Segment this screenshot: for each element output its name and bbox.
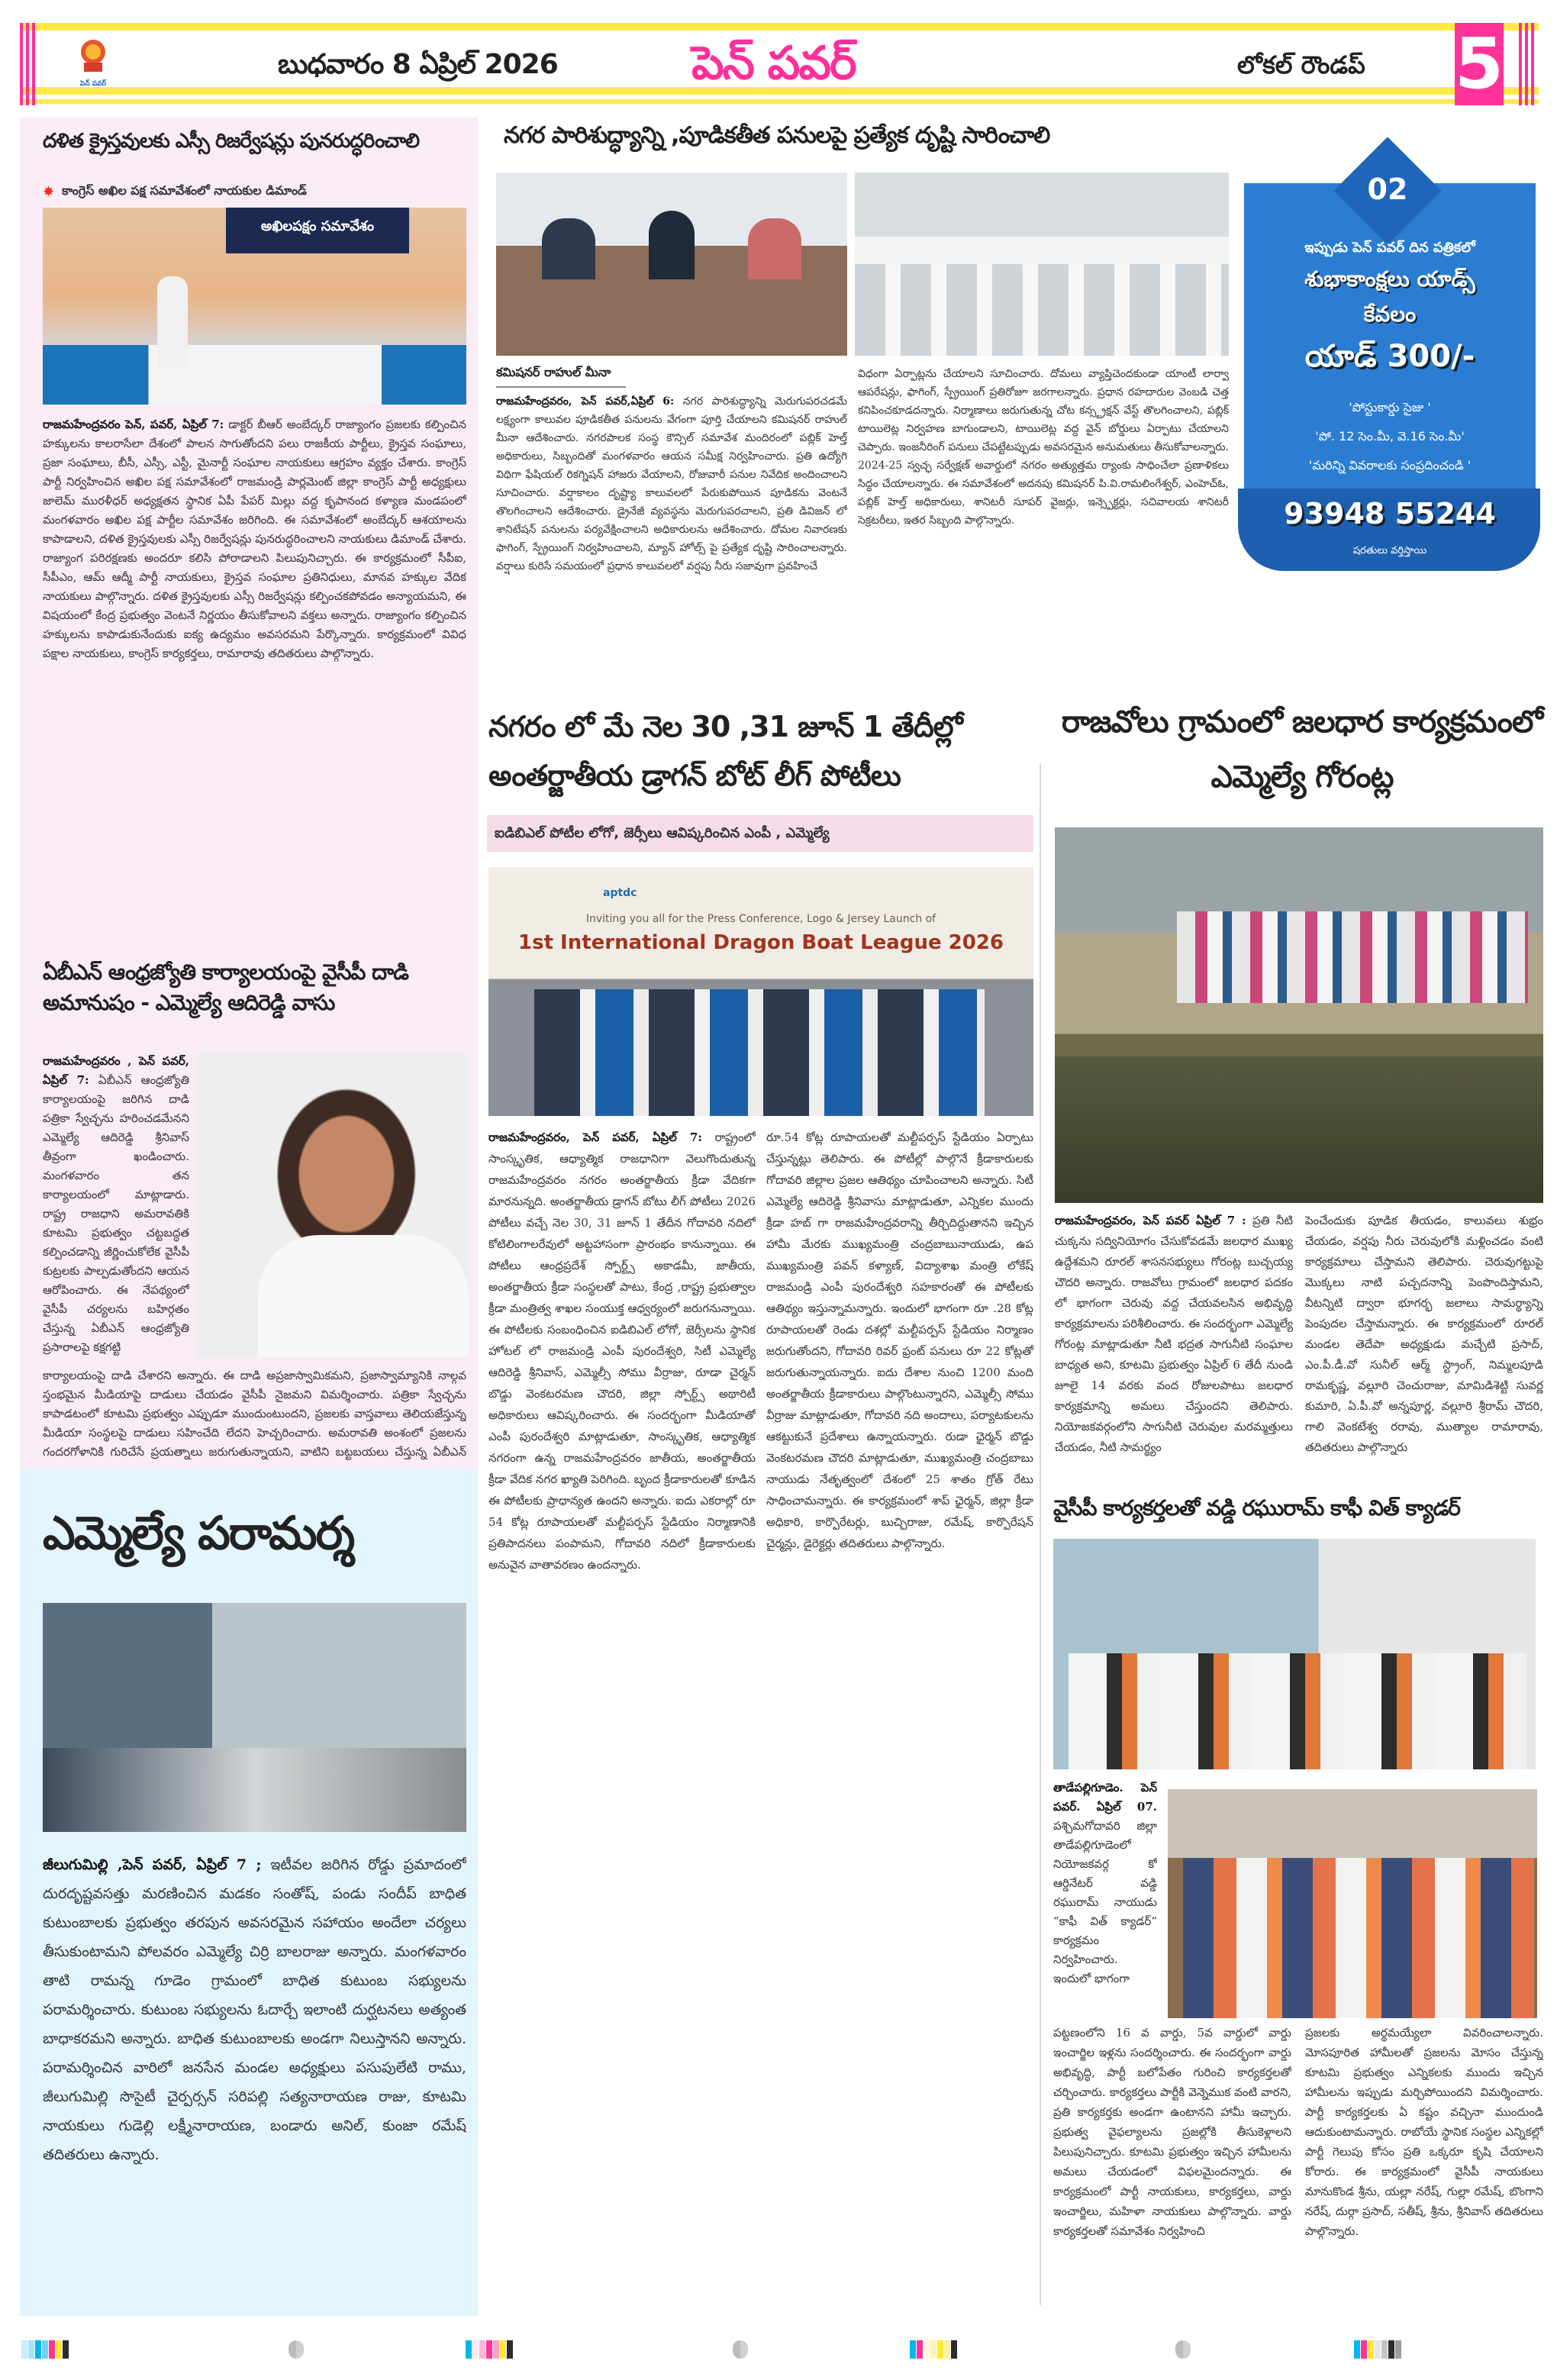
print-color-bar-1 [21, 2340, 69, 2359]
photo-banner: అఖిలపక్షం సమావేశం [226, 208, 409, 253]
story-5-photo[interactable] [488, 867, 1033, 1116]
story-6-dateline: రాజమహేంద్రవరం, పెన్ పవర్ ఏప్రిల్ 7 : [1055, 1214, 1246, 1227]
color-swatch [500, 2340, 506, 2359]
ad-line-1: ఇప్పుడు పెన్ పవర్ దిన పత్రికలో [1304, 240, 1475, 256]
ad-price: యాడ్ 300/- [1304, 339, 1475, 374]
story-3-text: ఇటీవల జరిగిన రోడ్డు ప్రమాదంలో దురదృష్టవసత్తు మరణించిన మడకం సంతోష్, పండు సందీప్ బాధిత కుటుంబాలకు ప్రభుత్వం తరపున అవసరమైన సహాయం అందేలా చర్యలు తీసుకుంటామని పోలవరం ఎమ్మెల్యే చిర్రి బాలరాజు అన్నారు. మంగళవారం తాటి రామన్న గూడెం గ్రామంలో బాధిత కుటుంబ సభ్యులను పరామర్శించారు. కుటుంబ సభ్యులను ఓదార్చే ఇలాంటి దుర్ఘటనలు అత్యంత బాధాకరమని అన్నారు. బాధిత కుటుంబాలకు అండగా నిలుస్తానని అన్నారు. పరామర్శించిన వారిలో జనసేన మండల అధ్యక్షులు పసుపులేటి రాము, జీలుగుమిల్లి సొసైటీ చైర్పర్సన్ సరిపల్లి సత్యనారాయణ రాజు, కూటమి నాయకులు గుడెల్లి లక్ష్మీనారాయణ, బండారు అనిల్, కుంజా రమేష్ తదితరులు ఉన్నారు. [43, 1856, 466, 2163]
story-4-text-1: నగర పారిశుద్ధ్యాన్ని మెరుగుపరచడమే లక్ష్యంగా కాలువల పూడికతీత పనులను వేగంగా పూర్తి చేయాలని కమిషనర్ రాహుల్ మీనా ఆదేశించారు. నగరపాలక సంస్థ కౌన్సిల్ సమావేశ మందిరంలో పబ్లిక్ హెల్త్ అధికారులు, సిబ్బందితో మంగళవారం ఆయన సమీక్ష నిర్వహించారు. ప్రతి ఉద్యోగి విధిగా ఫేషియల్ రికగ్నిషన్ హాజరు వేయాలని, రోజువారీ పనుల నివేదిక అందించాలని సూచించారు. వర్షాకాలం దృష్ట్యా కాలువలలో పేరుకుపోయిన పూడికను వెంటనే తొలగించాలని ఆదేశించారు. డ్రైనేజీ వ్యవస్థను మెరుగుపరచాలని, ప్రతి డివిజన్ లో శానిటేషన్ పనులను పర్యవేక్షించాలని అధికారులను ఆదేశించారు. దోమల నివారణకు ఫాగింగ్, స్ప్రేయింగ్ నిర్వహించాలని, మ్యాన్ హోల్స్ పై ప్రత్యేక దృష్టి సారించాలన్నారు. వర్షాలు కురిసే సమయంలో ప్రధాన కాలువలలో వర్షపు నీరు సజావుగా ప్రవహించే [496, 395, 847, 572]
masthead-edge-left-2 [26, 23, 29, 105]
photo-person-2 [649, 211, 695, 279]
story-6-photo[interactable] [1055, 827, 1543, 1203]
story-1-body [43, 415, 466, 934]
masthead-edge-right-3 [1531, 23, 1534, 105]
story-5-headline[interactable]: నగరం లో మే నెల 30 ,31 జూన్ 1 తేదీల్లో అంతర్జాతీయ డ్రాగన్ బోట్ లీగ్ పోటీలు [488, 710, 962, 792]
color-swatch [937, 2340, 943, 2359]
color-swatch [479, 2340, 485, 2359]
story-6-headline[interactable]: రాజవోలు గ్రామంలో జలధార కార్యక్రమంలో ఎమ్మెల్యే గోరంట్ల [1061, 705, 1543, 795]
color-swatch [42, 2340, 48, 2359]
story-5-col-2: రూ.54 కోట్ల రూపాయలతో మల్టీపర్పస్ స్టేడియం ఏర్పాటు చేస్తున్నట్లు తెలిపారు. ఈ పోటీల్లో పాల్గొనే క్రీడాకారులకు గోదావరి జిల్లాల ప్రజల ఆతిథ్యం చూపించాలని అన్నారు. సిటీ ఎమ్మెల్యే ఆదిరెడ్డి శ్రీనివాసు మాట్లాడుతూ, ఎన్నికల ముందు క్రీడా హబ్ గా రాజమహేంద్రవరాన్ని తీర్చిదిద్దుతానని ఇచ్చిన హామీ మేరకు ముఖ్యమంత్రి చంద్రబాబునాయుడు, ఉప ముఖ్యమంత్రి పవన్ కళ్యాణ్, విద్యాశాఖ మంత్రి లోకేష్ రాజమండ్రి ఎంపీ పురందేశ్వరి సహకారంతో ఈ పోటీలకు ఆతిథ్యం ఇస్తున్నామన్నారు. ఇందులో భాగంగా రూ .28 కోట్ల రూపాయలతో రెండు దశల్లో మల్టీపర్పస్ స్టేడియం నిర్మాణం జరుగుతోందని, గోదావరి రివర్ ఫ్రంట్ పనులు రూ 22 కోట్లతో జరుగుతున్నాయన్నారు. ఐదు దేశాల నుంచి 1200 మంది అంతర్జాతీయ క్రీడాకారులు పాల్గొంటున్నారని, ఎమ్మెల్సీ సోము వీర్రాజు మాట్లాడుతూ, గోదావరి నది అందాలు, పర్యాటకులను ఆకట్టుకునే ప్రదేశాలు ఉన్నాయన్నారు. రుడా ఛైర్మన్ బొడ్డు వెంకటరమణ చౌదరి మాట్లాడుతూ, ముఖ్యమంత్రి చంద్రబాబు నాయుడు నేతృత్వంలో దేశంలో 25 శాతం గ్రోత్ రేటు సాధించామన్నారు. ఈ కార్యక్రమంలో శాప్ ఛైర్మన్, జిల్లా క్రీడా అధికారి, కార్పొరేటర్లు, బుచ్చిరాజు, రమేష్, కార్పొరేషన్ చైర్మన్లు, డైరెక్టర్లు తదితరులు పాల్గొన్నారు. [766, 1130, 1033, 1550]
story-5-subhead-band [487, 815, 1033, 852]
photo-speaker-figure [157, 276, 188, 368]
newspaper-logo[interactable] [76, 32, 110, 96]
story-7-text-narrow: పశ్చిమగోదావరి జిల్లా తాడేపల్లిగూడెంలో నియోజకవర్గ కో ఆర్డినేటర్ వడ్డి రఘురామ్ నాయుడు “కాఫీ విత్ క్యాడర్” కార్యక్రమం నిర్వహించారు. ఇందులో భాగంగా [1053, 1819, 1157, 1985]
story-1-subhead-text: కాంగ్రెస్ అఖిల పక్ష సమావేశంలో నాయకుల డిమాండ్ [62, 183, 307, 198]
newspaper-title: పెన్ పవర్ [691, 37, 856, 90]
story-4-dateline: రాజమహేంద్రవరం, పెన్ పవర్,ఏప్రిల్ 6: [496, 395, 675, 408]
story-3-body [43, 1850, 466, 2301]
photo-seated-cadre [1069, 1653, 1526, 1769]
photo-banner-line-1: Inviting you all for the Press Conference, Logo & Jersey Launch of [585, 913, 936, 925]
story-7-headline[interactable]: వైసీపీ కార్యకర్తలతో వడ్డి రఘురామ్ కాఫీ విత్ క్యాడర్ [1053, 1495, 1460, 1521]
portrait-shirt [258, 1235, 469, 1357]
masthead [20, 23, 1539, 105]
starburst-bullet-icon: ✸ [43, 184, 55, 200]
color-swatch [28, 2340, 34, 2359]
story-1-subhead [43, 183, 470, 201]
print-color-bar-4 [1354, 2340, 1402, 2359]
story-4-col-1 [496, 392, 847, 690]
story-3-photo[interactable] [43, 1603, 466, 1832]
print-color-bar-2 [466, 2340, 514, 2359]
photo-caption: కమిషనర్ రాహుల్ మీనా [496, 365, 611, 379]
story-3-headline[interactable]: ఎమ్మెల్యే పరామర్శ [43, 1507, 354, 1560]
photo-meeting-hall [855, 264, 1229, 356]
caption-underline [496, 386, 626, 388]
photo-table [43, 345, 466, 405]
mla-portrait-photo[interactable] [197, 1052, 469, 1357]
photo-crowd [1177, 911, 1528, 1003]
story-7-col-2: ప్రజలకు అర్థమయ్యేలా వివరించాలన్నారు. మోసపూరిత హామీలతో ప్రజలను మోసం చేస్తున్న కూటమి ప్రభుత్వం ఎన్నికలకు ముందు ఇచ్చిన హామీలను ఇప్పుడు మర్చిపోయిందని విమర్శించారు. పార్టీ కార్యకర్తలకు ఏ కష్టం వచ్చినా ముందుండి ఆదుకుంటామన్నారు. రాబోయే స్థానిక సంస్థల ఎన్నికల్లో పార్టీ గెలుపు కోసం ప్రతి ఒక్కరూ కృషి చేయాలని కోరారు. ఈ కార్యక్రమంలో వైసీపీ నాయకులు మానుకొండ శ్రీను, యల్లా నరేష్, గుల్లా రమేష్, బొంగాని నరేష్, దుర్గా ప్రసాద్, సతీష్, శ్రీను, శ్రీనివాస్ తదితరులు పాల్గొన్నారు. [1305, 2026, 1543, 2238]
color-swatch [507, 2340, 513, 2359]
masthead-edge-left-3 [32, 23, 35, 105]
masthead-edge-left [20, 23, 23, 105]
print-color-bar-3 [910, 2340, 958, 2359]
masthead-edge-right-2 [1525, 23, 1528, 105]
photo-person-3 [748, 218, 801, 279]
story-7-photo-felicitation[interactable] [1168, 1789, 1537, 2018]
section-name: లోకల్ రౌండప్ [1237, 50, 1365, 79]
story-4-col-2: విధంగా ఏర్పాట్లను చేయాలని సూచించారు. దోమలు వ్యాప్తిచెందకుండా యాంటీ లార్వా ఆపరేషన్లు, ఫాగింగ్, స్ప్రేయింగ్ ప్రతిరోజూ జరగాలన్నారు. ప్రధాన రహదారుల వెంబడి చెత్త కనిపించకూడదన్నారు. నిర్మాణాలు జరుగుతున్న చోట కన్స్ట్రక్షన్ వేస్ట్ తొలగించాలని, పబ్లిక్ టాయిలెట్ల నిర్వహణ బాగుండాలని, టాయిలెట్ల వద్ద వైన్ బోర్డులు ఏర్పాటు చేయాలని చెప్పారు. ఇంజనీరింగ్ పనులు చేపట్టేటప్పుడు అవసరమైన అనుమతులు తీసుకోవాలన్నారు. 2024-25 స్వచ్ఛ సర్వేక్షణ్ అవార్డులో నగరం అత్యుత్తమ ర్యాంకు సాధించేలా ప్రణాళికలు సిద్ధం చేయాలన్నారు. ఈ సమావేశంలో అదనపు కమిషనర్ పి.వి.రామలింగేశ్వర్, ఎంహెచ్ఓ, పబ్లిక్ హెల్త్ అధికారులు, శానిటరీ సూపర్ వైజర్లు, ఇన్స్పెక్టర్లు, సచివాలయ శానిటరీ సెక్రటరీలు, ఇతర సిబ్బంది పాల్గొన్నారు. [858, 368, 1229, 527]
logo-text: పెన్ పవర్ [80, 80, 106, 88]
story-2-panel [20, 942, 478, 1469]
story-7-col-1: పట్టణంలోని 16 వ వార్డు, 5వ వార్డులో వార్డు ఇంచార్జిల ఇళ్లను సందర్శించారు. ఈ సందర్భంగా వార్డు అభివృద్ధి, పార్టీ బలోపేతం గురించి కార్యకర్తలతో చర్చించారు. కార్యకర్తలు పార్టీకి వెన్నెముక వంటి వారని, ప్రతి కార్యకర్తకు అండగా ఉంటానని హామీ ఇచ్చారు. ప్రభుత్వ వైఫల్యాలను ప్రజల్లోకి తీసుకెళ్లాలని పిలుపునిచ్చారు. కూటమి ప్రభుత్వం ఇచ్చిన హామీలను అమలు చేయడంలో విఫలమైందన్నారు. ఈ కార్యక్రమంలో పార్టీ నాయకులు, కార్యకర్తలు, వార్డు ఇంచార్జిలు, మహిళా నాయకులు పాల్గొన్నారు. వార్డు కార్యకర్తలతో సమావేశం నిర్వహించి [1053, 2026, 1291, 2238]
photo-dignitaries-holding-jerseys [534, 989, 985, 1116]
story-7-body-narrow [1053, 1779, 1157, 2008]
ad-terms: షరతులు వర్తిస్తాయి [1352, 545, 1427, 556]
photo-logo-aptdc: aptdc [603, 887, 637, 899]
page-number: 5 [1455, 23, 1504, 105]
color-swatch [1388, 2340, 1394, 2359]
color-swatch [49, 2340, 55, 2359]
story-6-text-1: ప్రతి నీటి చుక్కను సద్వినియోగం చేసుకోవడమే జలధార ముఖ్య ఉద్దేశమని రూరల్ శాసనసభ్యులు గోరంట్ల బుచ్చయ్య చౌదరి అన్నారు. రాజవోలు గ్రామంలో జలధార పదకం లో భాగంగా చెరువు వద్ద చేయవలసిన అభివృద్ధి కార్యక్రమాలను పరిశీలించారు. ఈ సందర్భంగా ఎమ్మెల్యే గోరంట్ల మాట్లాడుతూ నీటి భద్రత సాగునీటి సంఘాల బాధ్యత అని, కూటమి ప్రభుత్వం ఏప్రిల్ 6 తేదీ నుండి జూలై 14 వరకు వంద రోజులపాటు జలధార కార్యక్రమాన్ని అమలు చేస్తుందని తెలిపారు. నియోజకవర్గంలోని సాగునీటి చెరువుల మరమ్మత్తులు చేయడం, నీటి సామర్థ్యం [1055, 1214, 1293, 1454]
story-1-headline[interactable]: దళిత క్రైస్తవులకు ఎస్సీ రిజర్వేషన్లు పునరుద్ధరించాలి [43, 130, 420, 153]
story-5-col-1 [488, 1127, 756, 2310]
ad-line-6: 'పో. 12 సెం.మీ, వె.16 సెం.మీ' [1315, 429, 1465, 443]
story-4-headline[interactable]: నగర పారిశుద్ధ్యాన్ని ,పూడికతీత పనులపై ప్రత్యేక దృష్టి సారించాలి [504, 122, 1050, 149]
story-3-dateline: జీలుగుమిల్లి ,పెన్ పవర్, ఏప్రిల్ 7 ; [43, 1856, 262, 1873]
color-swatch [35, 2340, 41, 2359]
color-swatch [917, 2340, 923, 2359]
color-swatch [910, 2340, 916, 2359]
logo-emblem-icon [76, 32, 110, 96]
color-swatch [924, 2340, 930, 2359]
photo-person-1 [542, 218, 595, 279]
story-4-photo-meeting[interactable] [855, 173, 1229, 356]
story-5-subhead: ఐడిబిఎల్ పోటీల లోగో, జెర్సీలు ఆవిష్కరించిన ఎంపీ , ఎమ్మెల్యే [495, 825, 830, 841]
color-swatch [466, 2340, 472, 2359]
story-1-text: డాక్టర్ బీఆర్ అంబేద్కర్ రాజ్యాంగం ప్రజలకు కల్పించిన హక్కులను కాలరాసేలా దేశంలో పాలన సాగుతోందని పలు రాజకీయ పార్టీలు, క్రైస్తవ సంఘాలు, ప్రజా సంఘాలు, బీసీ, ఎస్సీ, ఎస్టీ, మైనార్టీ సంఘాల నాయకులు ఆగ్రహం వ్యక్తం చేశారు. కాంగ్రెస్ పార్టీ నిర్వహించిన అఖిల పక్ష సమావేశంలో రాజమండ్రి పార్లమెంట్ జిల్లా కాంగ్రెస్ పార్టీ అధ్యక్షులు జాలెమ్ మురళీధర్ అధ్యక్షతన స్థానిక ఏపీ పేపర్ మిల్లు వద్ద కృపానంద కళ్యాణ మండపంలో మంగళవారం అఖిల పక్ష పార్టీల సమావేశం జరిగింది. ఈ సమావేశంలో అంబేద్కర్ ఆశయాలను కాపాడాలని, దళిత క్రైస్తవులకు ఎస్సీ రిజర్వేషన్లు పునరుద్ధరించాలని నాయకులు డిమాండ్ చేశారు. రాజ్యాంగ పరిరక్షణకు అందరూ కలిసి పోరాడాలని పిలుపునిచ్చారు. ఈ కార్యక్రమంలో సీపీఐ, సీపీఎం, ఆమ్ ఆద్మీ పార్టీ నాయకులు, క్రైస్తవ సంఘాల ప్రతినిధులు, మానవ హక్కుల వేదిక నాయకులు పాల్గొన్నారు. దళిత క్రైస్తవులకు ఎస్సీ రిజర్వేషన్లు కల్పించకపోవడం అన్యాయమని, ఈ విషయంలో కేంద్ర ప్రభుత్వం వెంటనే నిర్ణయం తీసుకోవాలని వక్తలు అన్నారు. రాజ్యాంగం కల్పించిన హక్కులను కాపాడుకునేందుకు ఐక్య ఉద్యమం అవసరమని పేర్కొన్నారు. కార్యక్రమంలో వివిధ పక్షాల నాయకులు, కాంగ్రెస్ కార్యకర్తలు, రామారావు తదితరులు పాల్గొన్నారు. [43, 418, 466, 660]
photo-pond-water [1055, 1056, 1543, 1203]
story-1-dateline: రాజమహేంద్రవరం పెన్, పవర్, ఏప్రిల్ 7: [43, 418, 224, 431]
color-swatch [493, 2340, 499, 2359]
color-swatch [1381, 2340, 1388, 2359]
column-divider [1040, 763, 1041, 2305]
story-1-photo[interactable] [43, 208, 466, 405]
print-registration-pill-2 [733, 2340, 748, 2359]
masthead-stripe-top [20, 23, 1539, 31]
ad-line-7: 'మరిన్ని వివరాలకు సంప్రదించండి ' [1308, 458, 1472, 472]
story-7-photo-cadre-meeting[interactable] [1053, 1539, 1536, 1769]
color-swatch [944, 2340, 950, 2359]
color-swatch [930, 2340, 936, 2359]
photo-group-standing [1183, 1858, 1534, 2018]
color-swatch [1354, 2340, 1360, 2359]
story-1-panel [20, 118, 478, 942]
story-2-text-narrow: ఏబీఎన్ ఆంధ్రజ్యోతి కార్యాలయంపై జరిగిన దాడి పత్రికా స్వేచ్ఛను హరించడమేనని ఎమ్మెల్యే ఆదిరెడ్డి శ్రీనివాస్ తీవ్రంగా ఖండించారు. మంగళవారం తన కార్యాలయంలో మాట్లాడారు. రాష్ట్ర రాజధాని అమరావతికి కూటమి ప్రభుత్వం చట్టబద్ధత కల్పించడాన్ని జీర్ణించుకోలేక వైసీపీ కుట్రలకు పాల్పడుతోందని ఆయన ఆరోపించారు. ఈ నేపథ్యంలో వైసీపీ చర్యలను బహిర్గతం చేస్తున్న ఏబీఎన్ ఆంధ్రజ్యోతి ప్రసారాలపై కక్షగట్టి [43, 1073, 189, 1354]
color-swatch [1375, 2340, 1381, 2359]
color-swatch [56, 2340, 62, 2359]
color-swatch [1368, 2340, 1374, 2359]
story-7-dateline: తాడేపల్లిగూడెం. పెన్ పవర్. ఏప్రిల్ 07. [1053, 1781, 1157, 1814]
ad-line-2: శుభాకాంక్షలు యాడ్స్ [1304, 266, 1475, 292]
story-2-body-wide: కార్యాలయంపై దాడి చేశారని అన్నారు. ఈ దాడి అప్రజాస్వామికమని, ప్రజాస్వామ్యానికి నాల్గవ స్తంభమైన మీడియాపై దాడులు చేయడం వైసీపీ నైజమని విమర్శించారు. పత్రికా స్వేచ్ఛను కాపాడటంలో కూటమి ప్రభుత్వం ఎప్పుడూ ముందుంటుందని, ప్రజలకు వాస్తవాలు తెలియజేస్తున్న మీడియా సంస్థలపై దాడులు సహించేది లేదని హెచ్చరించారు. అమరావతి అంశంలో ప్రజలను గందరగోళానికి గురిచేసే ప్రయత్నాలు జరుగుతున్నాయని, వాటిని బట్టబయలు చేస్తున్న ఏబీఎన్ [43, 1369, 466, 1459]
story-5-dateline: రాజమహేంద్రవరం, పెన్ పవర్, ఏప్రిల్ 7: [488, 1130, 702, 1144]
story-2-headline[interactable]: ఏబీఎన్ ఆంధ్రజ్యోతి కార్యాలయంపై వైసీపీ దాడి అమానుషం - ఎమ్మెల్యే ఆదిరెడ్డి వాసు [43, 959, 408, 1015]
color-swatch [21, 2340, 27, 2359]
masthead-edge-right [1519, 23, 1522, 105]
color-swatch [951, 2340, 957, 2359]
ad-line-3: కేవలం [1363, 302, 1417, 327]
color-swatch [1361, 2340, 1367, 2359]
print-registration-pill-1 [289, 2340, 304, 2359]
story-3-panel [20, 1469, 478, 2316]
color-swatch [1395, 2340, 1401, 2359]
photo-group-people [43, 1748, 466, 1832]
story-6-col-2: పెంచేందుకు పూడిక తీయడం, కాలువలు శుభ్రం చేయడం, వర్షపు నీరు చెరువులోకి మళ్లించడం వంటి కార్యక్రమాలు చేస్తామని తెలిపారు. చెరువుగట్టుపై మొక్కలు నాటి పచ్చదనాన్ని పెంపొందిస్తామని, వీటన్నిటి ద్వారా భూగర్భ జలాలు సామర్థ్యాన్ని పెంపుదల చేస్తామన్నారు. ఈ కార్యక్రమంలో రూరల్ మండల తెదేపా అధ్యక్షుడు మచ్చేటి ప్రసాద్, ఎం.పీ.డీ.వో సునీల్ ఆర్మ్ స్ట్రాంగ్, నిమ్మలపూడి రామకృష్ణ, వల్లూరి చెంచురాజు, మామిడిశెట్టి సువర్ణ కుమారి, ఏ.పీ.వో అన్నపూర్ణ, వల్లూరి శ్రీరామ్ చౌదరి, గాలి వెంకటేశ్వ రరావు, ముత్యాల రామారావు, తదితరులు పాల్గొన్నారు [1305, 1214, 1543, 1454]
photo-banner-line-2: 1st International Dragon Boat League 2026 [518, 931, 1004, 954]
issue-date: బుధవారం 8 ఏప్రిల్ 2026 [278, 49, 558, 80]
color-swatch [472, 2340, 479, 2359]
ad-line-5: 'పోస్టుకార్డు సైజు ' [1349, 400, 1431, 414]
story-5-text-1: రాష్ట్రంలో సాంస్కృతిక, ఆధ్యాత్మిక రాజధానిగా వెలుగొందుతున్న రాజమహేంద్రవరం నగరం అంతర్జాతీయ క్రీడా వేదికగా మారనున్నది. అంతర్జాతీయ డ్రాగన్ బోటు లీగ్ పోటీలు 2026 పోటీలు వచ్చే నెల 30, 31 జూన్ 1 తేదీన గోదావరి నదిలో కోటిలింగాలరేవులో అట్టహాసంగా ప్రారంభం కానున్నాయి. ఈ పోటీలు ఆంధ్రప్రదేశ్ స్పోర్ట్స్ అకాడమీ, జాతీయ, అంతర్జాతీయ క్రీడా సంస్థలతో పాటు, కేంద్ర ,రాష్ట్ర ప్రభుత్వాల క్రీడా మంత్రిత్వ శాఖల సంయుక్త ఆధ్వర్యంలో జరుగనున్నాయి. ఈ పోటీలకు సంబంధించిన ఐడిబిఎల్ లోగో, జెర్సీలను స్థానిక హోటల్ లో రాజమండ్రి ఎంపీ పురందేశ్వరి, సిటీ ఎమ్మెల్యే ఆదిరెడ్డి శ్రీనివాస్, ఎమ్మెల్సీ సోము వీర్రాజు, రూడా చైర్మన్ బొడ్డు వెంకటరమణ చౌదరి, జిల్లా స్పోర్ట్స్ అథారిటీ అధికారులు ఆవిష్కరించారు. ఈ సందర్భంగా మీడియాతో ఎంపీ పురందేశ్వరి మాట్లాడుతూ, సాంస్కృతిక, ఆధ్యాత్మిక నగరంగా ఉన్న రాజమహేంద్రవరం జాతీయ, అంతర్జాతీయ క్రీడా వేదిక నగర ఖ్యాతి పెరిగింది. బృంద క్రీడాకారులతో కూడిన ఈ పోటీలకు ప్రాధాన్యత ఉందని అన్నారు. ఐదు ఎకరాల్లో రూ 54 కోట్ల రూపాయలతో మల్టీపర్పస్ స్టేడియం నిర్మాణానికి ప్రతిపాదనలు పంపామని, గోదావరి నదిలో క్రీడాకారులకు అనువైన వాతావరణం ఉందన్నారు. [488, 1130, 756, 1572]
story-4-photo-commissioner[interactable] [496, 173, 847, 356]
story-6-col-1 [1055, 1211, 1293, 1479]
ad-number: 02 [1367, 173, 1408, 206]
ad-phone-number[interactable]: 93948 55244 [1284, 497, 1496, 531]
story-2-dateline: రాజమహేంద్రవరం , పెన్ పవర్, ఏప్రిల్ 7: [43, 1054, 189, 1087]
color-swatch [63, 2340, 69, 2359]
color-swatch [486, 2340, 492, 2359]
story-2-body-narrow [43, 1052, 189, 1357]
print-registration-pill-3 [1175, 2340, 1191, 2359]
